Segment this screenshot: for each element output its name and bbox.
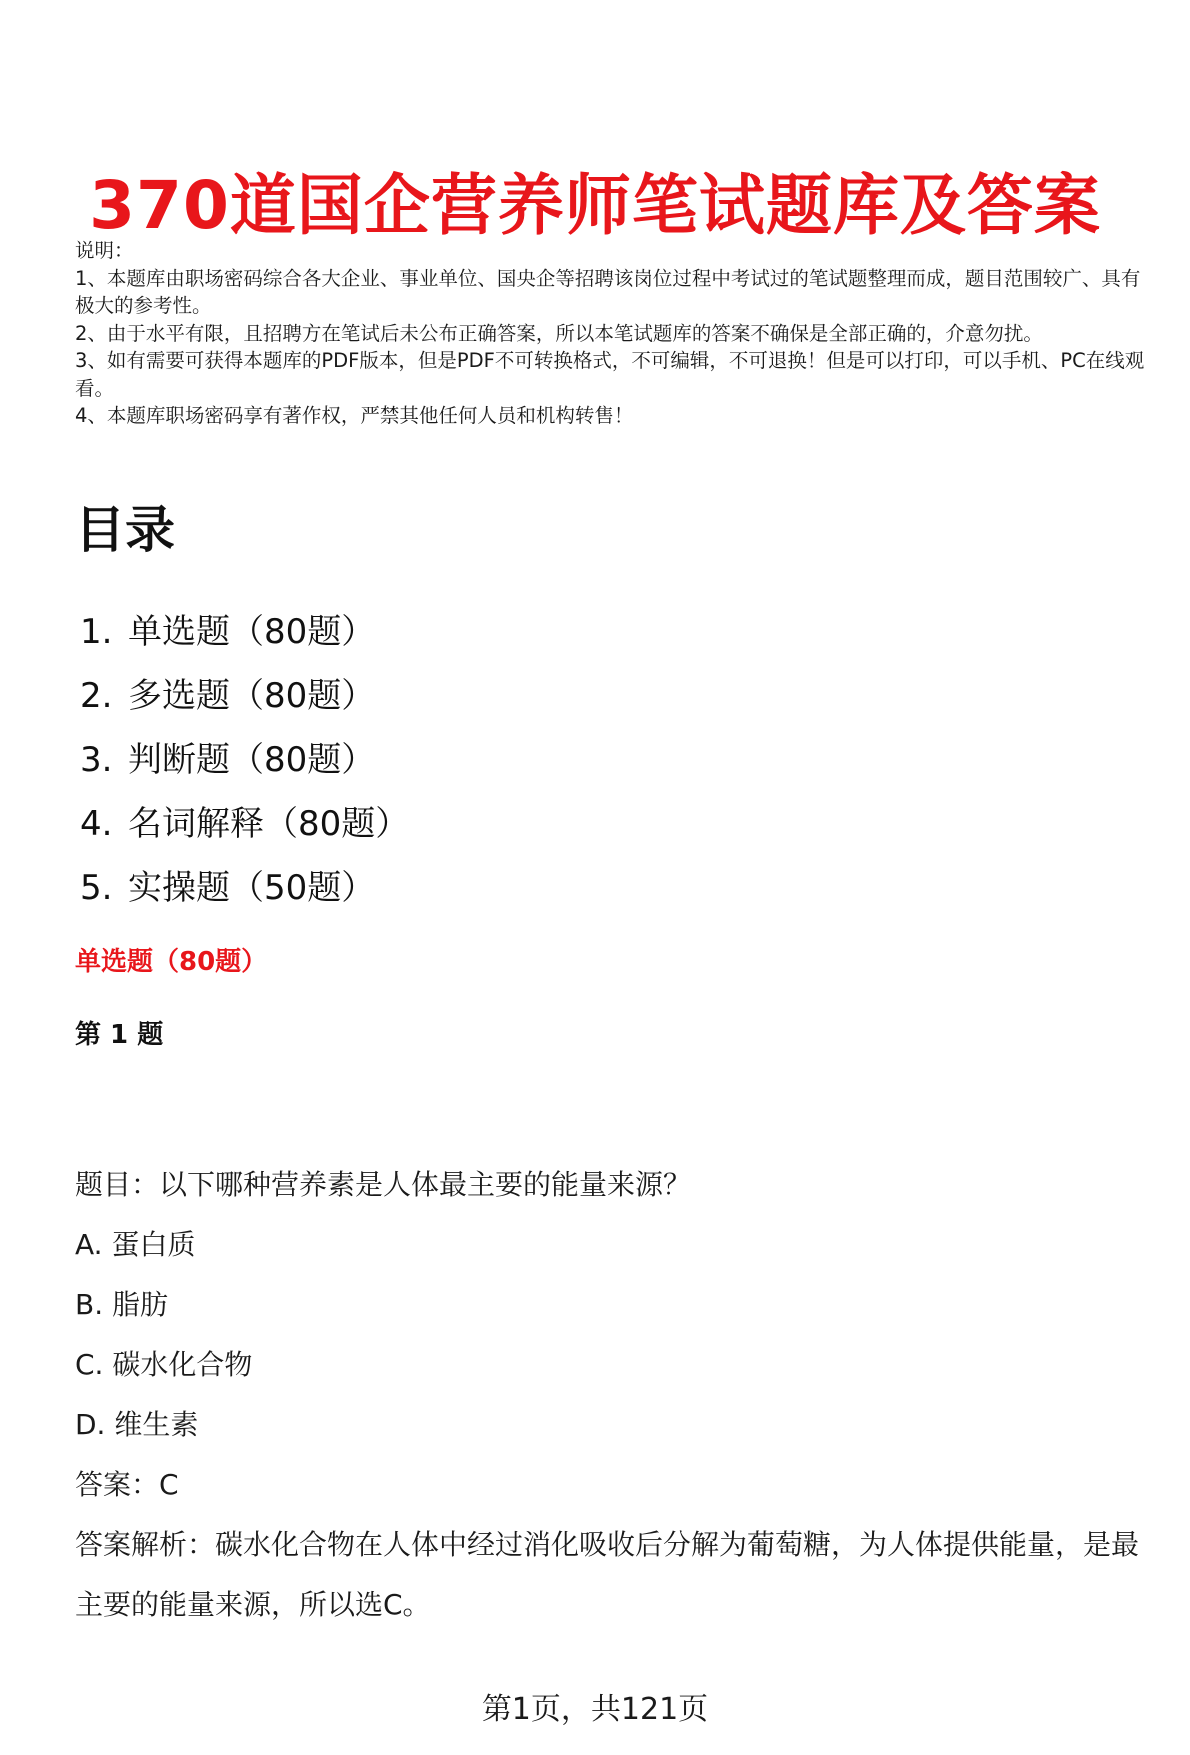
answer: 答案：C <box>75 1468 179 1501</box>
question-stem: 题目：以下哪种营养素是人体最主要的能量来源？ <box>75 1168 692 1201</box>
toc-item-term-definition[interactable] <box>80 792 409 856</box>
toc-item-multiple-choice[interactable] <box>80 664 409 728</box>
option-d: D. 维生素 <box>75 1408 199 1441</box>
toc-item-number: 4. <box>80 804 113 844</box>
toc-item-label: 判断题（80题） <box>128 740 376 780</box>
toc-heading: 目录 <box>75 501 175 559</box>
toc-item-single-choice[interactable] <box>80 600 409 664</box>
note-item-1: 1、本题库由职场密码综合各大企业、事业单位、国央企等招聘该岗位过程中考试过的笔试题整理而成，题目范围较广、具有极大的参考性。 <box>75 266 1141 317</box>
toc-item-number: 3. <box>80 740 113 780</box>
toc-item-number: 5. <box>80 868 113 908</box>
notes-section <box>75 237 1150 430</box>
section-heading: 单选题（80题） <box>75 947 268 977</box>
toc-item-label: 实操题（50题） <box>128 868 376 908</box>
note-item-2: 2、由于水平有限，且招聘方在笔试后未公布正确答案，所以本笔试题库的答案不确保是全部正确的，介意勿扰。 <box>75 321 1043 345</box>
toc-item-true-false[interactable] <box>80 728 409 792</box>
toc-item-label: 多选题（80题） <box>128 676 376 716</box>
document-title: 370道国企营养师笔试题库及答案 <box>89 167 1101 245</box>
answer-analysis: 答案解析：碳水化合物在人体中经过消化吸收后分解为葡萄糖，为人体提供能量，是最主要的能量来源，所以选C。 <box>75 1528 1140 1621</box>
option-a: A. 蛋白质 <box>75 1228 196 1261</box>
question-block <box>75 1163 1155 1635</box>
notes-label: 说明： <box>75 239 134 262</box>
toc-item-number: 2. <box>80 676 113 716</box>
option-c: C. 碳水化合物 <box>75 1348 253 1381</box>
option-b: B. 脂肪 <box>75 1288 169 1321</box>
toc-item-label: 单选题（80题） <box>128 612 376 652</box>
toc-item-practical[interactable] <box>80 856 409 920</box>
page-footer: 第1页，共121页 <box>481 1692 709 1727</box>
toc-item-number: 1. <box>80 612 113 652</box>
note-item-4: 4、本题库职场密码享有著作权，严禁其他任何人员和机构转售！ <box>75 404 634 427</box>
toc-item-label: 名词解释（80题） <box>128 804 410 844</box>
note-item-3: 3、如有需要可获得本题库的PDF版本，但是PDF不可转换格式，不可编辑，不可退换！但是可以打印，可以手机、PC在线观看。 <box>75 349 1145 400</box>
question-number: 第 1 题 <box>75 1020 164 1050</box>
toc-list <box>80 600 409 920</box>
